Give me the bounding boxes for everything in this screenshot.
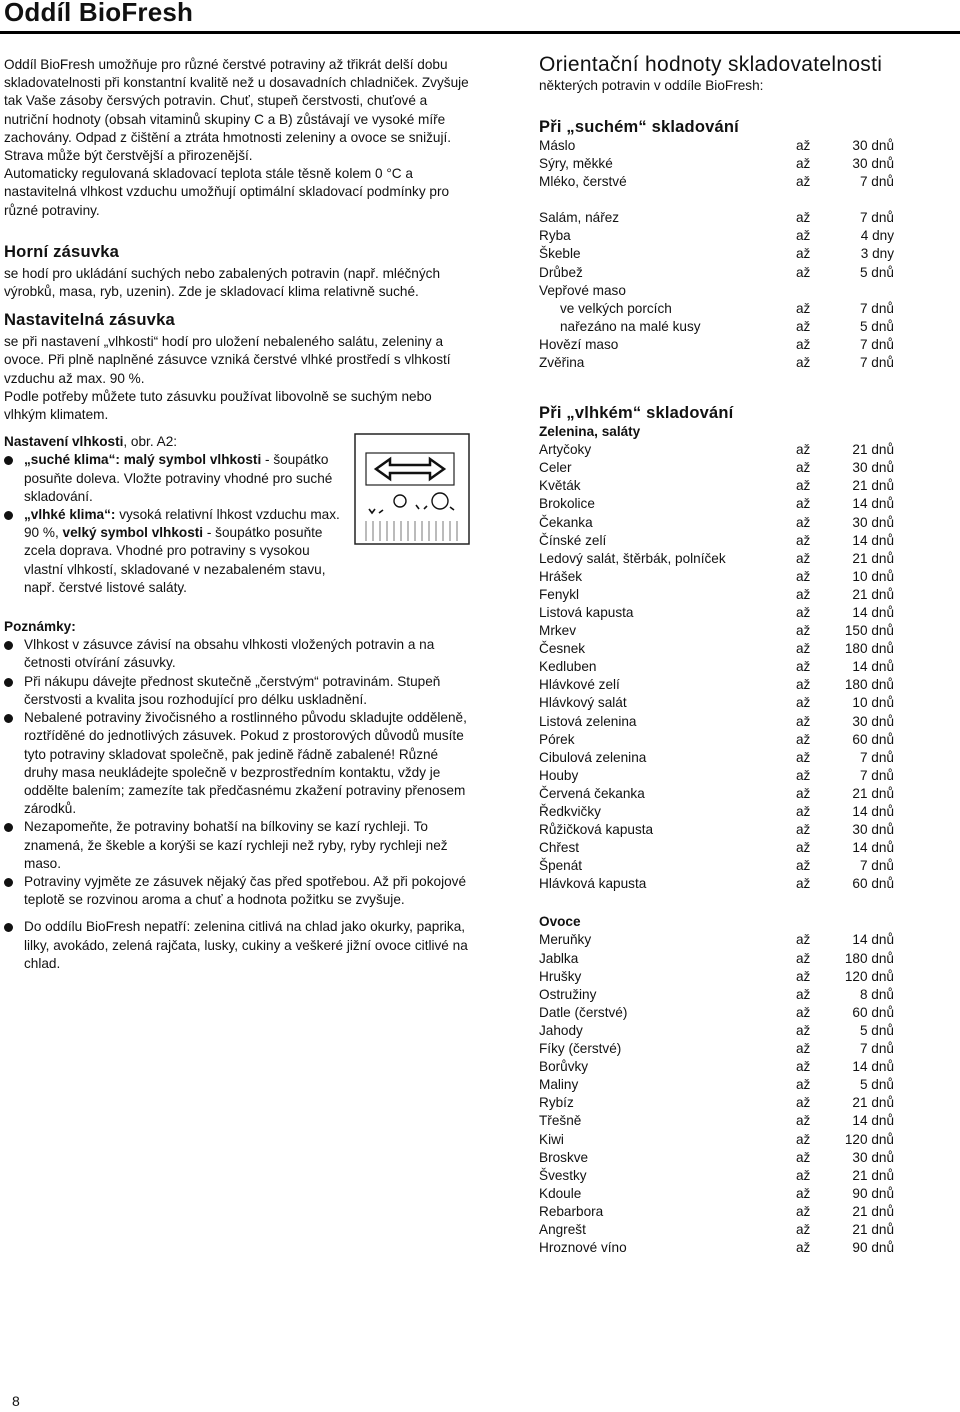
storage-duration: 5 dnů xyxy=(859,1077,894,1093)
nastavitelna-zasuvka-heading: Nastavitelná zásuvka xyxy=(4,310,175,330)
up-to-label: až xyxy=(796,804,811,819)
notes-list xyxy=(4,636,470,973)
storage-duration: 21 dnů xyxy=(852,586,894,602)
horni-zasuvka-text: se hodí pro ukládání suchých nebo zabalených potravin (např. mléčných výrobků, masa, ryb, uzenin). Zde je skladovací klima relativně suché. xyxy=(4,265,441,300)
storage-row xyxy=(539,731,959,749)
storage-row xyxy=(539,441,959,459)
setting-item-dry-bold: „suché klima“: malý symbol vlhkosti xyxy=(24,452,262,468)
storage-row xyxy=(539,986,959,1004)
up-to-label: až xyxy=(796,840,811,856)
storage-row xyxy=(539,694,959,712)
storage-row xyxy=(539,658,959,676)
left-column xyxy=(4,56,470,973)
food-name: Hroznové víno xyxy=(539,1240,627,1256)
food-name: Meruňky xyxy=(539,932,592,948)
storage-duration: 14 dnů xyxy=(852,532,894,548)
food-name: Brokolice xyxy=(539,496,595,512)
bullet-icon xyxy=(4,714,13,723)
up-to-label: až xyxy=(796,568,811,584)
food-name: Ryba xyxy=(539,228,571,244)
food-name: Rebarbora xyxy=(539,1203,604,1219)
food-name: Fíky (čerstvé) xyxy=(539,1041,622,1057)
food-name: Drůbež xyxy=(539,264,583,280)
storage-row xyxy=(539,950,959,968)
food-name: Mléko, čerstvé xyxy=(539,174,627,190)
up-to-label: až xyxy=(796,228,811,244)
food-name: Jahody xyxy=(539,1022,583,1038)
storage-duration: 14 dnů xyxy=(852,804,894,819)
storage-row xyxy=(539,1149,959,1167)
up-to-label: až xyxy=(796,932,811,948)
storage-row xyxy=(539,1040,959,1058)
up-to-label: až xyxy=(796,442,811,458)
food-name: Broskve xyxy=(539,1149,589,1165)
storage-duration: 14 dnů xyxy=(852,932,894,948)
note-item-text: Nezapomeňte, že potraviny bohatší na bílkoviny se kazí rychleji. To znamená, že škeble a korýši se kazí rychleji než ryby, ryby rychleji než maso. xyxy=(24,819,448,871)
up-to-label: až xyxy=(796,156,811,172)
food-name: Celer xyxy=(539,460,572,476)
food-name: Růžičková kapusta xyxy=(539,822,654,838)
food-name: Mrkev xyxy=(539,623,577,639)
food-name: Sýry, měkké xyxy=(539,156,613,172)
food-name: Ředkvičky xyxy=(539,804,601,819)
storage-row xyxy=(539,1221,959,1239)
storage-row xyxy=(539,821,959,839)
bullet-icon xyxy=(4,823,13,832)
storage-row xyxy=(539,227,959,245)
food-name: ve velkých porcích xyxy=(560,300,672,316)
vegetable-list xyxy=(539,441,959,893)
bullet-icon xyxy=(4,678,13,687)
storage-duration: 5 dnů xyxy=(859,318,894,334)
storage-row xyxy=(539,532,959,550)
up-to-label: až xyxy=(796,785,811,801)
storage-row xyxy=(539,676,959,694)
storage-row xyxy=(539,495,959,513)
vegetable-heading: Zelenina, saláty xyxy=(539,424,641,440)
storage-duration: 120 dnů xyxy=(844,968,894,984)
up-to-label: až xyxy=(796,986,811,1002)
food-name: Máslo xyxy=(539,138,576,153)
storage-row xyxy=(539,1131,959,1149)
storage-row xyxy=(539,1239,959,1257)
dry-storage-list-2 xyxy=(539,209,959,372)
up-to-label: až xyxy=(796,1077,811,1093)
storage-row xyxy=(539,1058,959,1076)
up-to-label: až xyxy=(796,1167,811,1183)
setting-item-dry-rest: - šoupátko posuňte doleva. Vložte potraviny vhodné pro suché skladování. xyxy=(24,452,333,504)
up-to-label: až xyxy=(796,623,811,639)
up-to-label: až xyxy=(796,1131,811,1147)
storage-row xyxy=(539,968,959,986)
storage-duration: 21 dnů xyxy=(852,1203,894,1219)
storage-row xyxy=(539,1112,959,1130)
food-name: Chřest xyxy=(539,840,580,856)
up-to-label: až xyxy=(796,1203,811,1219)
storage-duration: 30 dnů xyxy=(852,138,894,153)
storage-duration: 14 dnů xyxy=(852,1059,894,1075)
storage-duration: 120 dnů xyxy=(844,1131,894,1147)
page-title: Oddíl BioFresh xyxy=(4,0,194,27)
storage-row xyxy=(539,300,959,318)
storage-row xyxy=(539,1022,959,1040)
storage-duration: 21 dnů xyxy=(852,478,894,494)
storage-duration: 7 dnů xyxy=(859,858,894,874)
fruit-heading: Ovoce xyxy=(539,914,581,930)
note-item-text: Vlhkost v zásuvce závisí na obsahu vlhkosti vložených potravin a na četnosti otvírání zásuvky. xyxy=(24,637,435,671)
humidity-setting-label-bold: Nastavení vlhkosti xyxy=(4,434,124,450)
up-to-label: až xyxy=(796,1041,811,1057)
storage-row xyxy=(539,245,959,263)
food-name: Ledový salát, štěrbák, polníček xyxy=(539,550,726,566)
storage-row xyxy=(539,604,959,622)
storage-duration: 14 dnů xyxy=(852,840,894,856)
dry-storage-heading: Při „suchém“ skladování xyxy=(539,118,739,136)
storage-duration: 7 dnů xyxy=(859,355,894,371)
food-name: Maliny xyxy=(539,1077,579,1093)
storage-duration: 21 dnů xyxy=(852,1095,894,1111)
food-name: Čínské zelí xyxy=(539,532,607,548)
note-item xyxy=(4,918,470,973)
storage-duration: 7 dnů xyxy=(859,174,894,190)
intro-paragraph-2: Automaticky regulovaná skladovací teplota stále těsně kolem 0 °C a nastavitelná vlhkost vzduchu umožňují optimální skladovací podmínky pro různé potraviny. xyxy=(4,166,450,218)
storage-duration: 21 dnů xyxy=(852,1221,894,1237)
up-to-label: až xyxy=(796,1059,811,1075)
storage-duration: 14 dnů xyxy=(852,496,894,512)
note-item-text: Při nákupu dávejte přednost skutečně „čerstvým“ potravinám. Stupeň čerstvosti a kvalita jsou rozhodující pro délku uskladnění. xyxy=(24,673,441,707)
food-name: Čekanka xyxy=(539,514,593,530)
storage-duration: 14 dnů xyxy=(852,1113,894,1129)
note-item xyxy=(4,636,470,672)
storage-duration: 60 dnů xyxy=(852,876,894,892)
food-name: Hlávková kapusta xyxy=(539,876,647,892)
food-name: Jablka xyxy=(539,950,579,966)
storage-row xyxy=(539,622,959,640)
food-name: Vepřové maso xyxy=(539,282,626,298)
storage-duration: 3 dny xyxy=(860,246,894,262)
storage-duration: 30 dnů xyxy=(852,1149,894,1165)
storage-title: Orientační hodnoty skladovatelnosti xyxy=(539,53,883,76)
bullet-icon xyxy=(4,878,13,887)
up-to-label: až xyxy=(796,586,811,602)
food-name: nařezáno na malé kusy xyxy=(560,318,701,334)
food-name: Česnek xyxy=(539,641,586,657)
storage-row xyxy=(539,264,959,282)
intro-paragraph-1: Oddíl BioFresh umožňuje pro různé čerstvé potraviny až třikrát delší dobu skladovatelnosti při konstantní kvalitě než u dosavadních chladniček. Zvyšuje tak Vaše zásoby čersvých potravin. Chuť, stupeň čerstvosti, chuťové a nutriční hodnoty (obsah vitaminů skupiny C a B) zůstávají ve vysoké míře zachovány. Odpad z čištění a ztráta hmotnosti zeleniny a ovoce se snižují. Strava může být čerstvější a přirozenější. xyxy=(4,57,469,164)
storage-duration: 7 dnů xyxy=(859,749,894,765)
up-to-label: až xyxy=(796,713,811,729)
storage-row xyxy=(539,173,959,191)
storage-duration: 7 dnů xyxy=(859,336,894,352)
storage-duration: 180 dnů xyxy=(844,950,894,966)
storage-row xyxy=(539,137,959,155)
up-to-label: až xyxy=(796,1185,811,1201)
storage-row xyxy=(539,785,959,803)
setting-item-wet-rest: - šoupátko posuňte zcela doprava. Vhodné pro potraviny s vysokou vlastní vlhkostí, skladované v nezabaleném stavu, např. čerstvé listové saláty. xyxy=(24,525,326,595)
humidity-setting xyxy=(4,433,470,597)
storage-row xyxy=(539,767,959,785)
up-to-label: až xyxy=(796,1113,811,1129)
setting-item-wet xyxy=(4,506,342,597)
food-name: Hlávkový salát xyxy=(539,695,627,711)
storage-duration: 90 dnů xyxy=(852,1240,894,1256)
up-to-label: až xyxy=(796,641,811,657)
storage-row xyxy=(539,568,959,586)
storage-row xyxy=(539,550,959,568)
storage-row xyxy=(539,459,959,477)
up-to-label: až xyxy=(796,210,811,226)
storage-row xyxy=(539,1076,959,1094)
wet-storage-heading: Při „vlhkém“ skladování xyxy=(539,404,734,423)
storage-row xyxy=(539,875,959,893)
up-to-label: až xyxy=(796,496,811,512)
storage-duration: 21 dnů xyxy=(852,1167,894,1183)
up-to-label: až xyxy=(796,550,811,566)
food-name: Ostružiny xyxy=(539,986,597,1002)
up-to-label: až xyxy=(796,1149,811,1165)
note-item xyxy=(4,709,470,818)
up-to-label: až xyxy=(796,1095,811,1111)
up-to-label: až xyxy=(796,264,811,280)
up-to-label: až xyxy=(796,478,811,494)
note-item xyxy=(4,673,470,709)
setting-item-wet-bold-2: velký symbol vlhkosti xyxy=(62,525,204,541)
up-to-label: až xyxy=(796,336,811,352)
bullet-icon xyxy=(4,641,13,650)
food-name: Hovězí maso xyxy=(539,336,619,352)
up-to-label: až xyxy=(796,695,811,711)
note-item-text: Potraviny vyjměte ze zásuvek nějaký čas před spotřebou. Až při pokojové teplotě se rozvinou aroma a chuť a hodnota požitku se zvyšuje. xyxy=(24,873,467,908)
storage-duration: 30 dnů xyxy=(852,514,894,530)
up-to-label: až xyxy=(796,1022,811,1038)
food-name: Hrušky xyxy=(539,968,582,984)
up-to-label: až xyxy=(796,355,811,371)
food-name: Třešně xyxy=(539,1113,582,1129)
up-to-label: až xyxy=(796,532,811,548)
up-to-label: až xyxy=(796,968,811,984)
storage-duration: 21 dnů xyxy=(852,785,894,801)
storage-duration: 5 dnů xyxy=(859,264,894,280)
food-name: Kdoule xyxy=(539,1185,582,1201)
up-to-label: až xyxy=(796,246,811,262)
nastavitelna-zasuvka-text-1: se při nastavení „vlhkosti“ hodí pro uložení nebaleného salátu, zeleniny a ovoce. Při plně naplněné zásuvce vzniká čerstvé vlhké prostředí s vlhkostí vzduchu až max. 90 %. xyxy=(4,334,451,386)
storage-duration: 30 dnů xyxy=(852,156,894,172)
storage-duration: 14 dnů xyxy=(852,604,894,620)
up-to-label: až xyxy=(796,858,811,874)
up-to-label: až xyxy=(796,1240,811,1256)
storage-duration: 21 dnů xyxy=(852,550,894,566)
storage-row xyxy=(539,749,959,767)
fruit-list xyxy=(539,931,959,1257)
storage-row xyxy=(539,336,959,354)
humidity-setting-label-rest: , obr. A2: xyxy=(123,434,178,450)
storage-row xyxy=(539,477,959,495)
storage-row xyxy=(539,839,959,857)
storage-row xyxy=(539,1004,959,1022)
right-column xyxy=(539,53,959,1257)
up-to-label: až xyxy=(796,659,811,675)
setting-item-dry xyxy=(4,451,342,506)
up-to-label: až xyxy=(796,514,811,530)
food-name: Špenát xyxy=(539,858,583,874)
up-to-label: až xyxy=(796,138,811,153)
storage-duration: 7 dnů xyxy=(859,1041,894,1057)
storage-duration: 14 dnů xyxy=(852,659,894,675)
food-name: Pórek xyxy=(539,731,575,747)
storage-row xyxy=(539,803,959,821)
up-to-label: až xyxy=(796,604,811,620)
title-rule xyxy=(0,31,960,34)
storage-duration: 180 dnů xyxy=(844,677,894,693)
storage-duration: 30 dnů xyxy=(852,713,894,729)
note-item-text: Nebalené potraviny živočisného a rostlinného původu skladujte odděleně, roztříděné do jednotlivých zásuvek. Pokud z prostorových důvodů musíte tyto potraviny skladovat společně, pak jedině řádně zabalené! Různé druhy masa neukládejte společně v bezprostředním kontaktu, vždy je oddělte balením; zamezíte tak předčasnému zkažení potraviny přenosem zárodků. xyxy=(24,710,467,817)
storage-row xyxy=(539,1185,959,1203)
food-name: Angrešt xyxy=(539,1221,586,1237)
note-item xyxy=(4,818,470,873)
storage-duration: 90 dnů xyxy=(852,1185,894,1201)
food-name: Artyčoky xyxy=(539,442,592,458)
bullet-icon xyxy=(4,511,13,520)
food-name: Listová kapusta xyxy=(539,604,634,620)
food-name: Švestky xyxy=(539,1167,587,1183)
up-to-label: až xyxy=(796,318,811,334)
food-name: Hlávkové zelí xyxy=(539,677,620,693)
up-to-label: až xyxy=(796,460,811,476)
storage-row xyxy=(539,713,959,731)
food-name: Listová zelenina xyxy=(539,713,637,729)
horni-zasuvka-heading: Horní zásuvka xyxy=(4,241,120,261)
up-to-label: až xyxy=(796,767,811,783)
food-name: Květák xyxy=(539,478,581,494)
storage-duration: 7 dnů xyxy=(859,210,894,226)
food-name: Borůvky xyxy=(539,1059,589,1075)
humidity-slider-illustration xyxy=(354,433,470,545)
storage-row xyxy=(539,282,959,300)
food-name: Zvěřina xyxy=(539,355,585,371)
food-name: Houby xyxy=(539,767,579,783)
page-number: 8 xyxy=(12,1393,20,1409)
food-name: Fenykl xyxy=(539,586,580,602)
storage-row xyxy=(539,514,959,532)
setting-item-wet-bold: „vlhké klima“: xyxy=(24,507,116,523)
up-to-label: až xyxy=(796,300,811,316)
storage-duration: 180 dnů xyxy=(844,641,894,657)
up-to-label: až xyxy=(796,677,811,693)
up-to-label: až xyxy=(796,1004,811,1020)
storage-duration: 7 dnů xyxy=(859,767,894,783)
storage-duration: 5 dnů xyxy=(859,1022,894,1038)
storage-duration: 30 dnů xyxy=(852,822,894,838)
food-name: Škeble xyxy=(539,246,581,262)
up-to-label: až xyxy=(796,731,811,747)
food-name: Datle (čerstvé) xyxy=(539,1004,628,1020)
storage-row xyxy=(539,1203,959,1221)
food-name: Kiwi xyxy=(539,1131,564,1147)
storage-row xyxy=(539,586,959,604)
storage-duration: 8 dnů xyxy=(859,986,894,1002)
storage-row xyxy=(539,354,959,372)
storage-row xyxy=(539,318,959,336)
up-to-label: až xyxy=(796,749,811,765)
setting-item-wet-mid: vysoká relativní lhkost vzduchu max. 90 %, xyxy=(24,507,340,541)
up-to-label: až xyxy=(796,174,811,190)
food-name: Červená čekanka xyxy=(539,785,645,801)
nastavitelna-zasuvka-text-2: Podle potřeby můžete tuto zásuvku používat libovolně se suchým nebo vlhkým klimatem. xyxy=(4,388,432,423)
storage-duration: 150 dnů xyxy=(844,623,894,639)
note-item xyxy=(4,873,470,909)
up-to-label: až xyxy=(796,950,811,966)
bullet-icon xyxy=(4,456,13,465)
storage-duration: 60 dnů xyxy=(852,1004,894,1020)
food-name: Hrášek xyxy=(539,568,583,584)
storage-subtitle: některých potravin v oddíle BioFresh: xyxy=(539,78,764,93)
storage-row xyxy=(539,640,959,658)
dry-storage-list-1 xyxy=(539,137,959,191)
storage-duration: 4 dny xyxy=(860,228,894,244)
storage-row xyxy=(539,857,959,875)
storage-row xyxy=(539,209,959,227)
storage-duration: 7 dnů xyxy=(859,300,894,316)
food-name: Rybíz xyxy=(539,1095,574,1111)
storage-duration: 30 dnů xyxy=(852,460,894,476)
storage-row xyxy=(539,931,959,949)
food-name: Salám, nářez xyxy=(539,210,620,226)
food-name: Cibulová zelenina xyxy=(539,749,647,765)
storage-duration: 21 dnů xyxy=(852,442,894,458)
storage-duration: 10 dnů xyxy=(852,568,894,584)
up-to-label: až xyxy=(796,876,811,892)
storage-row xyxy=(539,1167,959,1185)
storage-duration: 60 dnů xyxy=(852,731,894,747)
storage-duration: 10 dnů xyxy=(852,695,894,711)
up-to-label: až xyxy=(796,1221,811,1237)
note-item-text: Do oddílu BioFresh nepatří: zelenina citlivá na chlad jako okurky, paprika, lilky, avokádo, zelená rajčata, lusky, cukiny a veškeré jižní ovoce citlivé na chlad. xyxy=(24,919,468,971)
notes-heading: Poznámky: xyxy=(4,619,76,635)
storage-row xyxy=(539,155,959,173)
up-to-label: až xyxy=(796,822,811,838)
storage-row xyxy=(539,1094,959,1112)
bullet-icon xyxy=(4,923,13,932)
food-name: Kedluben xyxy=(539,659,597,675)
